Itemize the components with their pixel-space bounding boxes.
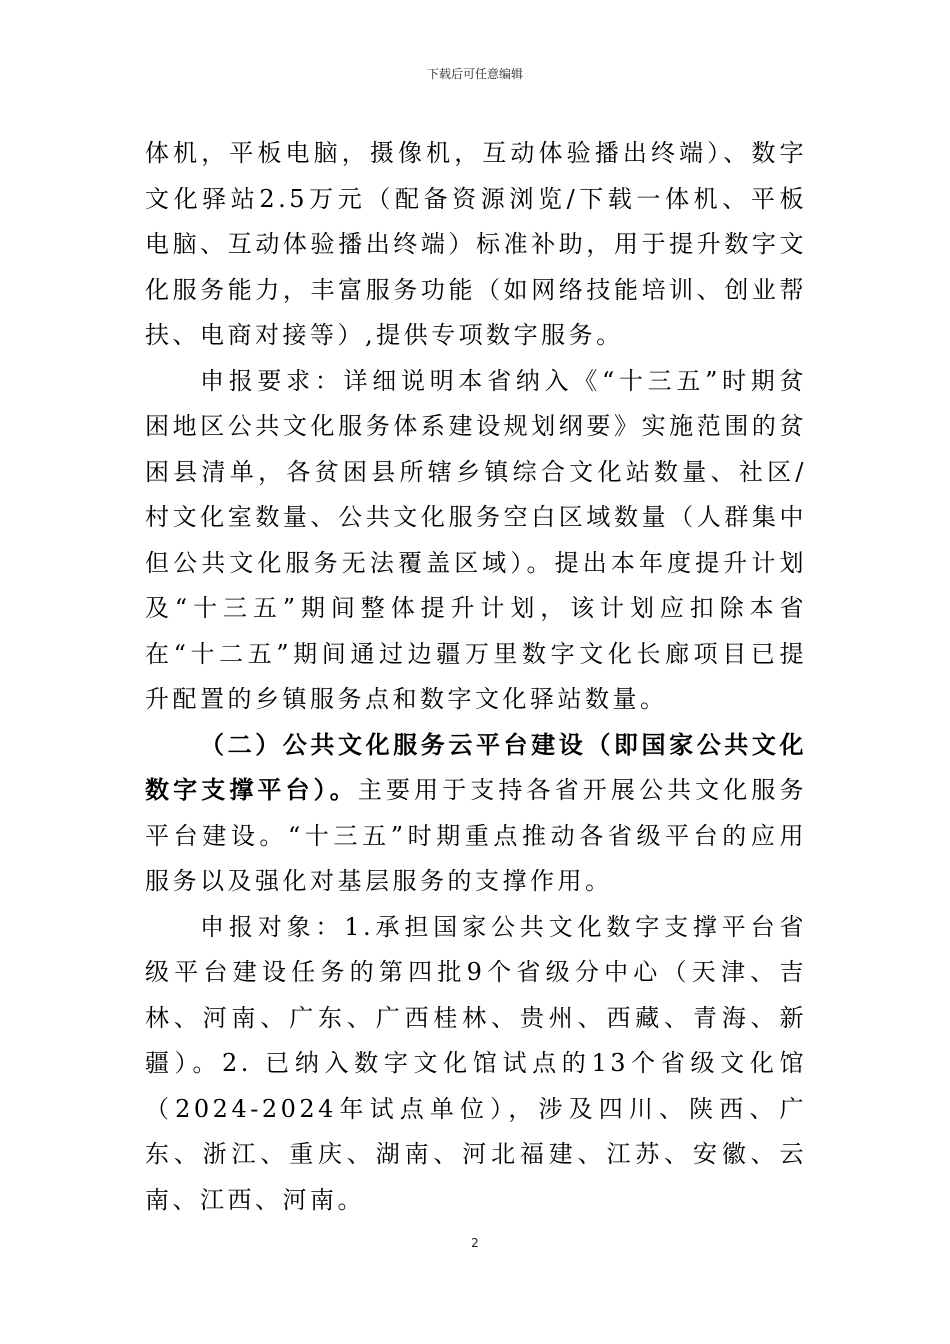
paragraph-application-targets: 申报对象：1.承担国家公共文化数字支撑平台省级平台建设任务的第四批9个省级分中心（天津、吉林、河南、广东、广西桂林、贵州、西藏、青海、新疆）。2. 已纳入数字文化馆试点的13个省级文化馆（2024-2024年试点单位），涉及四川、陕西、广东、浙江、重庆、湖南、河北福建、江苏、安徽、云南、江西、河南。 bbox=[145, 912, 807, 1214]
page-header: 下载后可任意编辑 bbox=[426, 67, 523, 81]
paragraph-cloud-platform bbox=[145, 723, 807, 905]
document-body bbox=[145, 131, 807, 1223]
paragraph-application-requirements: 申报要求：详细说明本省纳入《“十三五”时期贫困地区公共文化服务体系建设规划纲要》实施范围的贫困县清单，各贫困县所辖乡镇综合文化站数量、社区/村文化室数量、公共文化服务空白区域数量（人群集中但公共文化服务无法覆盖区域）。提出本年度提升计划及“十三五”期间整体提升计划，该计划应扣除本省在“十二五”期间通过边疆万里数字文化长廊项目已提升配置的乡镇服务点和数字文化驿站数量。 bbox=[145, 366, 807, 713]
paragraph-continuation: 体机，平板电脑，摄像机，互动体验播出终端）、数字文化驿站2.5万元（配备资源浏览/下载一体机、平板电脑、互动体验播出终端）标准补助，用于提升数字文化服务能力，丰富服务功能（如网络技能培训、创业帮扶、电商对接等）,提供专项数字服务。 bbox=[145, 139, 807, 349]
section-heading-body: 主要用于支持各省开展公共文化服务平台建设。“十三五”时期重点推动各省级平台的应用服务以及强化对基层服务的支撑作用。 bbox=[145, 776, 808, 895]
page-number: 2 bbox=[471, 1236, 479, 1250]
section-heading: （二）公共文化服务云平台建设（即国家公共文化数字支撑平台）。 bbox=[145, 730, 807, 804]
